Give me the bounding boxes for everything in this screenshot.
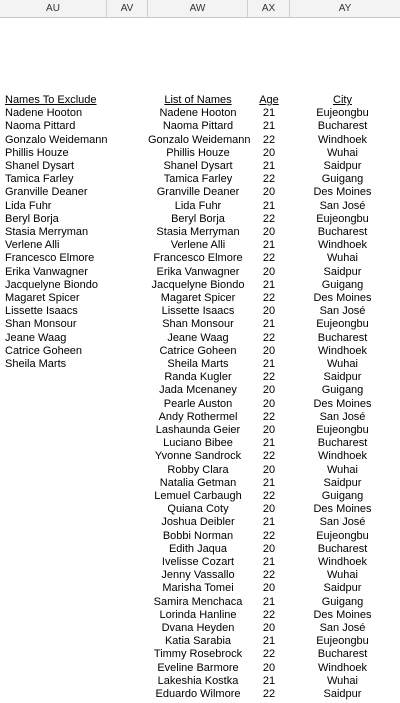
table-row: [0, 120, 400, 133]
name-cell[interactable]: Lorinda Hanline: [159, 608, 237, 621]
table-row: [0, 556, 400, 569]
table-row: [0, 648, 400, 661]
table-row: [0, 226, 400, 239]
name-cell[interactable]: Andy Rothermel: [158, 410, 238, 423]
table-row: [0, 147, 400, 160]
column-header-au[interactable]: AU: [0, 0, 107, 17]
exclude-name-cell[interactable]: Gonzalo Weidemann: [5, 133, 108, 146]
name-cell[interactable]: Dvana Heyden: [161, 622, 235, 634]
name-cell[interactable]: Quiana Coty: [167, 503, 229, 516]
age-cell[interactable]: 21: [262, 476, 276, 489]
age-cell[interactable]: 21: [262, 358, 276, 370]
city-cell[interactable]: Windhoek: [318, 344, 367, 357]
age-cell[interactable]: 20: [262, 542, 276, 555]
name-cell[interactable]: Randa Kugler: [164, 371, 232, 384]
table-row: [0, 384, 400, 397]
name-cell[interactable]: Yvonne Sandrock: [154, 450, 242, 463]
table-row: [0, 411, 400, 424]
city-cell[interactable]: Bucharest: [317, 226, 368, 238]
table-row: [0, 662, 400, 675]
name-cell[interactable]: Phillis Houze: [166, 146, 230, 159]
name-cell[interactable]: Robby Clara: [167, 463, 229, 476]
table-row: [0, 213, 400, 226]
name-cell[interactable]: Timmy Rosebrock: [153, 648, 243, 661]
age-cell[interactable]: 21: [262, 120, 276, 133]
age-cell[interactable]: 20: [262, 226, 276, 238]
exclude-name-cell[interactable]: Phillis Houze: [5, 146, 69, 159]
age-cell[interactable]: 20: [262, 146, 276, 159]
age-cell[interactable]: 22: [262, 569, 276, 582]
table-row: [0, 688, 400, 701]
exclude-name-cell[interactable]: Sheila Marts: [5, 358, 67, 370]
table-row: [0, 332, 400, 345]
city-cell[interactable]: Bucharest: [317, 648, 368, 661]
city-cell[interactable]: Bucharest: [317, 331, 368, 344]
name-cell[interactable]: Verlene Alli: [170, 239, 226, 252]
name-cell[interactable]: Natalia Getman: [159, 476, 237, 489]
table-row: [0, 582, 400, 595]
name-cell[interactable]: Nadene Hooton: [159, 107, 237, 120]
name-cell[interactable]: Jeane Waag: [167, 331, 229, 344]
exclude-name-cell[interactable]: Verlene Alli: [5, 239, 60, 252]
age-cell[interactable]: 20: [262, 424, 276, 436]
name-cell[interactable]: Tamica Farley: [163, 173, 233, 186]
city-cell[interactable]: Des Moines: [313, 292, 372, 304]
age-cell[interactable]: 21: [262, 516, 276, 529]
age-cell[interactable]: 21: [262, 278, 276, 291]
age-cell[interactable]: 20: [262, 463, 276, 476]
city-cell[interactable]: San José: [319, 410, 366, 423]
table-row: [0, 292, 400, 305]
exclude-name-cell[interactable]: Jeane Waag: [5, 331, 67, 344]
exclude-name-cell[interactable]: Stasia Merryman: [5, 226, 89, 238]
city-cell[interactable]: Wuhai: [327, 358, 358, 370]
city-cell[interactable]: Des Moines: [313, 503, 372, 516]
table-row: [0, 305, 400, 318]
header-names-to-exclude[interactable]: Names To Exclude: [5, 94, 97, 106]
age-cell[interactable]: 20: [262, 582, 276, 595]
table-row: [0, 490, 400, 503]
table-row: [0, 464, 400, 477]
table-row: [0, 200, 400, 213]
name-cell[interactable]: Erika Vanwagner: [156, 265, 240, 278]
table-row: [0, 516, 400, 529]
city-cell[interactable]: Bucharest: [317, 542, 368, 555]
city-cell[interactable]: Wuhai: [327, 146, 358, 159]
city-cell[interactable]: Wuhai: [327, 569, 358, 582]
table-row: [0, 477, 400, 490]
age-cell[interactable]: 21: [262, 595, 276, 608]
city-cell[interactable]: Guigang: [321, 490, 364, 502]
age-cell[interactable]: 20: [262, 186, 276, 199]
name-cell[interactable]: Pearle Auston: [163, 397, 233, 410]
city-cell[interactable]: Windhoek: [318, 556, 367, 568]
name-cell[interactable]: Lakeshia Kostka: [157, 674, 239, 687]
table-row: [0, 596, 400, 609]
city-cell[interactable]: San José: [319, 516, 366, 529]
name-cell[interactable]: Eduardo Wilmore: [155, 688, 241, 700]
city-cell[interactable]: Guigang: [321, 278, 364, 291]
city-cell[interactable]: Saidpur: [323, 476, 362, 489]
exclude-name-cell[interactable]: Lida Fuhr: [5, 199, 52, 212]
name-cell[interactable]: Bobbi Norman: [162, 529, 234, 542]
age-cell[interactable]: 22: [262, 490, 276, 502]
name-cell[interactable]: Francesco Elmore: [153, 252, 243, 265]
city-cell[interactable]: San José: [319, 305, 366, 318]
exclude-name-cell[interactable]: Tamica Farley: [5, 173, 74, 186]
table-row: [0, 160, 400, 173]
age-cell[interactable]: 20: [262, 344, 276, 357]
table-row: [0, 239, 400, 252]
name-cell[interactable]: Beryl Borja: [171, 212, 225, 225]
city-cell[interactable]: Saidpur: [323, 688, 362, 700]
column-header-aw[interactable]: AW: [148, 0, 248, 17]
city-cell[interactable]: Eujeongbu: [316, 424, 369, 436]
age-cell[interactable]: 22: [262, 292, 276, 304]
column-header-av[interactable]: AV: [107, 0, 148, 17]
city-cell[interactable]: Des Moines: [313, 608, 372, 621]
age-cell[interactable]: 22: [262, 450, 276, 463]
city-cell[interactable]: San José: [319, 199, 366, 212]
exclude-name-cell[interactable]: Francesco Elmore: [5, 252, 95, 265]
name-cell[interactable]: Lashaunda Geier: [155, 424, 241, 436]
name-cell[interactable]: Katia Sarabia: [164, 635, 232, 648]
age-cell[interactable]: 22: [262, 133, 276, 146]
city-cell[interactable]: Eujeongbu: [316, 635, 369, 648]
name-cell[interactable]: Samira Menchaca: [153, 595, 243, 608]
age-cell[interactable]: 22: [262, 252, 276, 265]
age-cell[interactable]: 21: [262, 635, 276, 648]
city-cell[interactable]: Saidpur: [323, 160, 362, 172]
table-row: [0, 503, 400, 516]
exclude-name-cell[interactable]: Beryl Borja: [5, 212, 59, 225]
table-row: [0, 173, 400, 186]
table-header-row: [0, 94, 400, 107]
column-header-ax[interactable]: AX: [248, 0, 290, 17]
table-row: [0, 186, 400, 199]
name-cell[interactable]: Jenny Vassallo: [161, 569, 235, 582]
city-cell[interactable]: Wuhai: [327, 463, 358, 476]
name-cell[interactable]: Gonzalo Weidemann: [148, 133, 251, 146]
city-cell[interactable]: Windhoek: [318, 133, 367, 146]
table-row: [0, 134, 400, 147]
table-row: [0, 675, 400, 688]
name-cell[interactable]: Shanel Dysart: [163, 160, 233, 172]
header-age[interactable]: Age: [259, 94, 279, 106]
age-cell[interactable]: 20: [262, 384, 276, 397]
name-cell[interactable]: Magaret Spicer: [160, 292, 236, 304]
age-cell[interactable]: 22: [262, 648, 276, 661]
age-cell[interactable]: 22: [262, 529, 276, 542]
name-cell[interactable]: Joshua Deibler: [161, 516, 235, 529]
table-row: [0, 609, 400, 622]
table-row: [0, 266, 400, 279]
column-header-row: [0, 0, 400, 18]
table-row: [0, 279, 400, 292]
table-row: [0, 358, 400, 371]
name-cell[interactable]: Jacquelyne Biondo: [151, 278, 245, 291]
city-cell[interactable]: Des Moines: [313, 186, 372, 199]
city-cell[interactable]: Guigang: [321, 384, 364, 397]
city-cell[interactable]: Bucharest: [317, 437, 368, 450]
age-cell[interactable]: 21: [262, 556, 276, 568]
name-cell[interactable]: Shan Monsour: [162, 318, 234, 331]
age-cell[interactable]: 22: [262, 331, 276, 344]
city-cell[interactable]: Wuhai: [327, 252, 358, 265]
city-cell[interactable]: Windhoek: [318, 661, 367, 674]
name-cell[interactable]: Naoma Pittard: [162, 120, 234, 133]
table-row: [0, 450, 400, 463]
table-row: [0, 569, 400, 582]
age-cell[interactable]: 22: [262, 371, 276, 384]
table-row: [0, 318, 400, 331]
age-cell[interactable]: 21: [262, 239, 276, 252]
exclude-name-cell[interactable]: Magaret Spicer: [5, 292, 80, 304]
city-cell[interactable]: Des Moines: [313, 397, 372, 410]
exclude-name-cell[interactable]: Erika Vanwagner: [5, 265, 88, 278]
age-cell[interactable]: 20: [262, 622, 276, 634]
city-cell[interactable]: Guigang: [321, 173, 364, 186]
age-cell[interactable]: 21: [262, 674, 276, 687]
age-cell[interactable]: 22: [262, 608, 276, 621]
name-cell[interactable]: Eveline Barmore: [157, 661, 239, 674]
exclude-name-cell[interactable]: Granville Deaner: [5, 186, 88, 199]
age-cell[interactable]: 21: [262, 437, 276, 450]
city-cell[interactable]: Bucharest: [317, 120, 368, 133]
city-cell[interactable]: Saidpur: [323, 371, 362, 384]
table-row: [0, 345, 400, 358]
city-cell[interactable]: Eujeongbu: [316, 529, 369, 542]
table-row: [0, 107, 400, 120]
exclude-name-cell[interactable]: Catrice Goheen: [5, 344, 83, 357]
age-cell[interactable]: 20: [262, 305, 276, 318]
exclude-name-cell[interactable]: Naoma Pittard: [5, 120, 76, 133]
city-cell[interactable]: Saidpur: [323, 265, 362, 278]
column-header-ay[interactable]: AY: [338, 3, 352, 14]
city-cell[interactable]: Guigang: [321, 595, 364, 608]
city-cell[interactable]: Eujeongbu: [316, 107, 369, 120]
table-row: [0, 635, 400, 648]
age-cell[interactable]: 21: [262, 199, 276, 212]
name-cell[interactable]: Jada Mcenaney: [159, 384, 237, 397]
exclude-name-cell[interactable]: Nadene Hooton: [5, 107, 83, 120]
city-cell[interactable]: Eujeongbu: [316, 318, 369, 331]
age-cell[interactable]: 22: [262, 688, 276, 700]
age-cell[interactable]: 20: [262, 265, 276, 278]
header-city[interactable]: City: [333, 94, 352, 106]
age-cell[interactable]: 20: [262, 503, 276, 516]
name-cell[interactable]: Ivelisse Cozart: [161, 556, 235, 568]
age-cell[interactable]: 22: [262, 173, 276, 186]
name-cell[interactable]: Lissette Isaacs: [161, 305, 235, 318]
table-row: [0, 371, 400, 384]
name-cell[interactable]: Marisha Tomei: [162, 582, 234, 595]
age-cell[interactable]: 21: [262, 160, 276, 172]
age-cell[interactable]: 21: [262, 107, 276, 120]
table-row: [0, 252, 400, 265]
table-row: [0, 424, 400, 437]
name-cell[interactable]: Catrice Goheen: [159, 344, 237, 357]
age-cell[interactable]: 20: [262, 661, 276, 674]
table-row: [0, 398, 400, 411]
age-cell[interactable]: 20: [262, 397, 276, 410]
city-cell[interactable]: Windhoek: [318, 450, 367, 463]
name-cell[interactable]: Luciano Bibee: [163, 437, 233, 450]
name-cell[interactable]: Sheila Marts: [167, 358, 229, 370]
name-cell[interactable]: Lida Fuhr: [174, 199, 222, 212]
city-cell[interactable]: Saidpur: [323, 582, 362, 595]
exclude-name-cell[interactable]: Jacquelyne Biondo: [5, 278, 98, 291]
table-row: [0, 437, 400, 450]
city-cell[interactable]: Eujeongbu: [316, 212, 369, 225]
table-row: [0, 543, 400, 556]
exclude-name-cell[interactable]: Shan Monsour: [5, 318, 77, 331]
city-cell[interactable]: Windhoek: [318, 239, 367, 252]
name-cell[interactable]: Edith Jaqua: [168, 542, 228, 555]
age-cell[interactable]: 21: [262, 318, 276, 331]
exclude-name-cell[interactable]: Shanel Dysart: [5, 160, 75, 172]
table-row: [0, 530, 400, 543]
table-row: [0, 622, 400, 635]
city-cell[interactable]: San José: [319, 622, 366, 634]
exclude-name-cell[interactable]: Lissette Isaacs: [5, 305, 78, 318]
age-cell[interactable]: 22: [262, 212, 276, 225]
name-cell[interactable]: Granville Deaner: [156, 186, 240, 199]
age-cell[interactable]: 22: [262, 410, 276, 423]
header-list-of-names[interactable]: List of Names: [164, 94, 232, 106]
name-cell[interactable]: Lemuel Carbaugh: [154, 490, 242, 502]
name-cell[interactable]: Stasia Merryman: [156, 226, 240, 238]
city-cell[interactable]: Wuhai: [327, 674, 358, 687]
